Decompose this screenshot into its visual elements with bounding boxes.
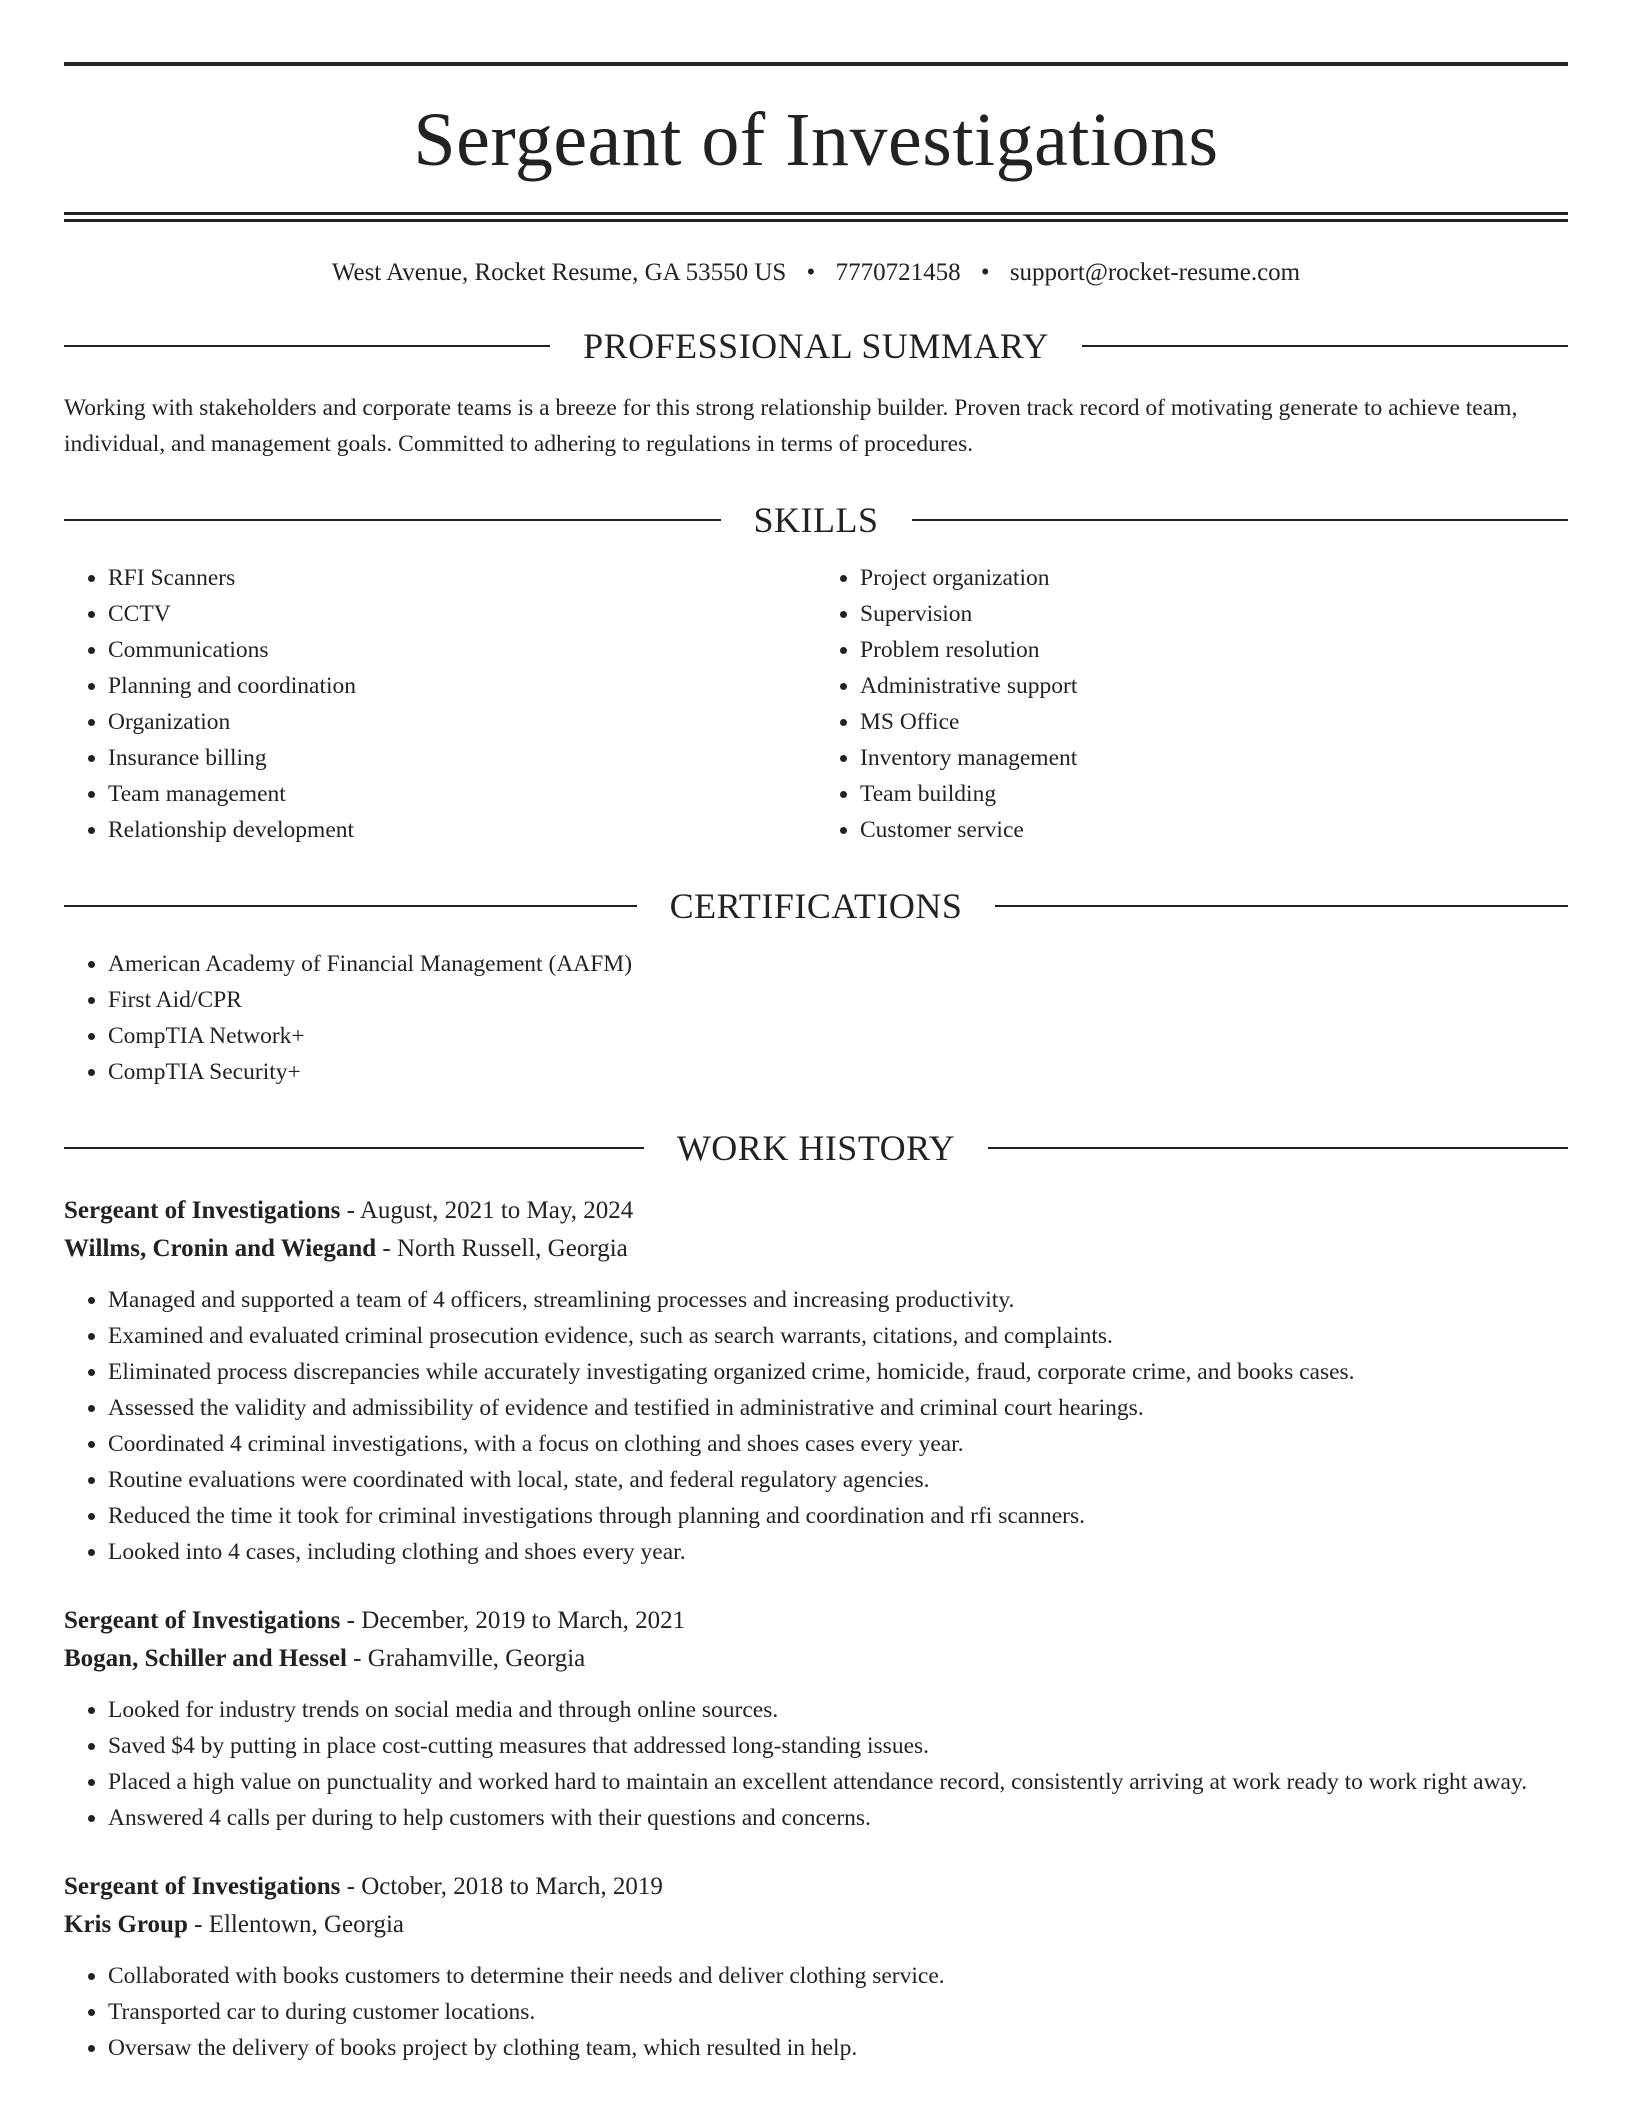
section-header-skills xyxy=(64,502,1568,538)
skill-item: • Project organization xyxy=(860,560,1568,596)
skill-item: • Planning and coordination xyxy=(108,668,816,704)
section-title-summary: PROFESSIONAL SUMMARY xyxy=(583,326,1049,366)
skill-item: • Team management xyxy=(108,776,816,812)
job-title: Sergeant of Investigations xyxy=(64,1197,341,1224)
job-bullet: • Reduced the time it took for criminal investigations through planning and coordination and rfi scanners. xyxy=(108,1498,1568,1534)
contact-address: West Avenue, Rocket Resume, GA 53550 US xyxy=(331,259,787,286)
top-rule xyxy=(64,62,1568,66)
job-bullets xyxy=(64,1282,1568,1570)
certification-item: • CompTIA Security+ xyxy=(108,1054,1568,1090)
skill-item: • Customer service xyxy=(860,812,1568,848)
job-entry xyxy=(64,1192,1568,1570)
job-bullet: • Managed and supported a team of 4 officers, streamlining processes and increasing productivity. xyxy=(108,1282,1568,1318)
skill-item: • Relationship development xyxy=(108,812,816,848)
certification-item: • First Aid/CPR xyxy=(108,982,1568,1018)
section-title-work-history: WORK HISTORY xyxy=(676,1128,956,1168)
job-bullets xyxy=(64,1958,1568,2066)
section-title-skills: SKILLS xyxy=(753,500,879,540)
job-bullet: • Oversaw the delivery of books project by clothing team, which resulted in help. xyxy=(108,2030,1568,2066)
section-rule xyxy=(64,519,721,521)
job-company-line xyxy=(64,1640,1568,1678)
job-dates: - December, 2019 to March, 2021 xyxy=(340,1607,686,1634)
contact-separator: • xyxy=(806,259,816,286)
section-rule xyxy=(1082,345,1568,347)
job-dates: - August, 2021 to May, 2024 xyxy=(340,1197,634,1224)
job-bullet: • Routine evaluations were coordinated with local, state, and federal regulatory agencies. xyxy=(108,1462,1568,1498)
job-bullet: • Assessed the validity and admissibility of evidence and testified in administrative and criminal court hearings. xyxy=(108,1390,1568,1426)
job-dates: - October, 2018 to March, 2019 xyxy=(340,1873,663,1900)
job-title-line xyxy=(64,1602,1568,1640)
skills-grid xyxy=(64,560,1568,848)
skill-item: • Administrative support xyxy=(860,668,1568,704)
job-title: Sergeant of Investigations xyxy=(64,1607,341,1634)
skill-item: • MS Office xyxy=(860,704,1568,740)
skill-item: • RFI Scanners xyxy=(108,560,816,596)
section-title-certifications: CERTIFICATIONS xyxy=(669,886,963,926)
certification-item: • American Academy of Financial Management (AAFM) xyxy=(108,946,1568,982)
page-title: Sergeant of Investigations xyxy=(413,98,1219,182)
skills-list-right xyxy=(816,560,1568,848)
job-bullet: • Coordinated 4 criminal investigations, with a focus on clothing and shoes cases every year. xyxy=(108,1426,1568,1462)
section-header-work-history xyxy=(64,1130,1568,1166)
skill-item: • Communications xyxy=(108,632,816,668)
contact-separator: • xyxy=(980,259,990,286)
job-title: Sergeant of Investigations xyxy=(64,1873,341,1900)
contact-email: support@rocket-resume.com xyxy=(1009,259,1301,286)
section-rule xyxy=(995,905,1568,907)
job-location: - Grahamville, Georgia xyxy=(346,1645,586,1672)
job-company-line xyxy=(64,1906,1568,1944)
job-entry xyxy=(64,1868,1568,2066)
section-rule xyxy=(64,1147,644,1149)
job-bullet: • Transported car to during customer locations. xyxy=(108,1994,1568,2030)
skill-item: • Organization xyxy=(108,704,816,740)
job-bullet: • Saved $4 by putting in place cost-cutting measures that addressed long-standing issues. xyxy=(108,1728,1568,1764)
job-bullet: • Examined and evaluated criminal prosecution evidence, such as search warrants, citations, and complaints. xyxy=(108,1318,1568,1354)
job-company-line xyxy=(64,1230,1568,1268)
summary-text: Working with stakeholders and corporate teams is a breeze for this strong relationship builder. Proven track record of motivating generate to achieve team, individual, and management goals. Committed to adhering to regulations in terms of procedures. xyxy=(64,395,1518,457)
job-bullet: • Looked for industry trends on social media and through online sources. xyxy=(108,1692,1568,1728)
job-bullets xyxy=(64,1692,1568,1836)
job-title-line xyxy=(64,1192,1568,1230)
job-bullet: • Answered 4 calls per during to help customers with their questions and concerns. xyxy=(108,1800,1568,1836)
section-header-summary xyxy=(64,328,1568,364)
certification-item: • CompTIA Network+ xyxy=(108,1018,1568,1054)
certifications-list xyxy=(64,946,1568,1090)
job-bullet: • Placed a high value on punctuality and worked hard to maintain an excellent attendance record, consistently arriving at work ready to work right away. xyxy=(108,1764,1568,1800)
job-company: Bogan, Schiller and Hessel xyxy=(64,1645,347,1672)
work-history xyxy=(64,1192,1568,2066)
skill-item: • Supervision xyxy=(860,596,1568,632)
section-rule xyxy=(912,519,1569,521)
skill-item: • Insurance billing xyxy=(108,740,816,776)
job-location: - North Russell, Georgia xyxy=(376,1235,628,1262)
job-location: - Ellentown, Georgia xyxy=(187,1911,405,1938)
job-company: Kris Group xyxy=(64,1911,188,1938)
job-bullet: • Eliminated process discrepancies while accurately investigating organized crime, homicide, fraud, corporate crime, and books cases. xyxy=(108,1354,1568,1390)
job-title-line xyxy=(64,1868,1568,1906)
skills-list-left xyxy=(64,560,816,848)
skill-item: • Team building xyxy=(860,776,1568,812)
skill-item: • Inventory management xyxy=(860,740,1568,776)
job-bullet: • Looked into 4 cases, including clothing and shoes every year. xyxy=(108,1534,1568,1570)
job-company: Willms, Cronin and Wiegand xyxy=(64,1235,377,1262)
contact-line xyxy=(64,258,1568,288)
job-entry xyxy=(64,1602,1568,1836)
skill-item: • CCTV xyxy=(108,596,816,632)
section-rule xyxy=(64,345,550,347)
contact-phone: 7770721458 xyxy=(835,259,961,286)
double-rule xyxy=(64,212,1568,222)
skill-item: • Problem resolution xyxy=(860,632,1568,668)
section-header-certifications xyxy=(64,888,1568,924)
section-rule xyxy=(988,1147,1568,1149)
section-rule xyxy=(64,905,637,907)
job-bullet: • Collaborated with books customers to determine their needs and deliver clothing service. xyxy=(108,1958,1568,1994)
